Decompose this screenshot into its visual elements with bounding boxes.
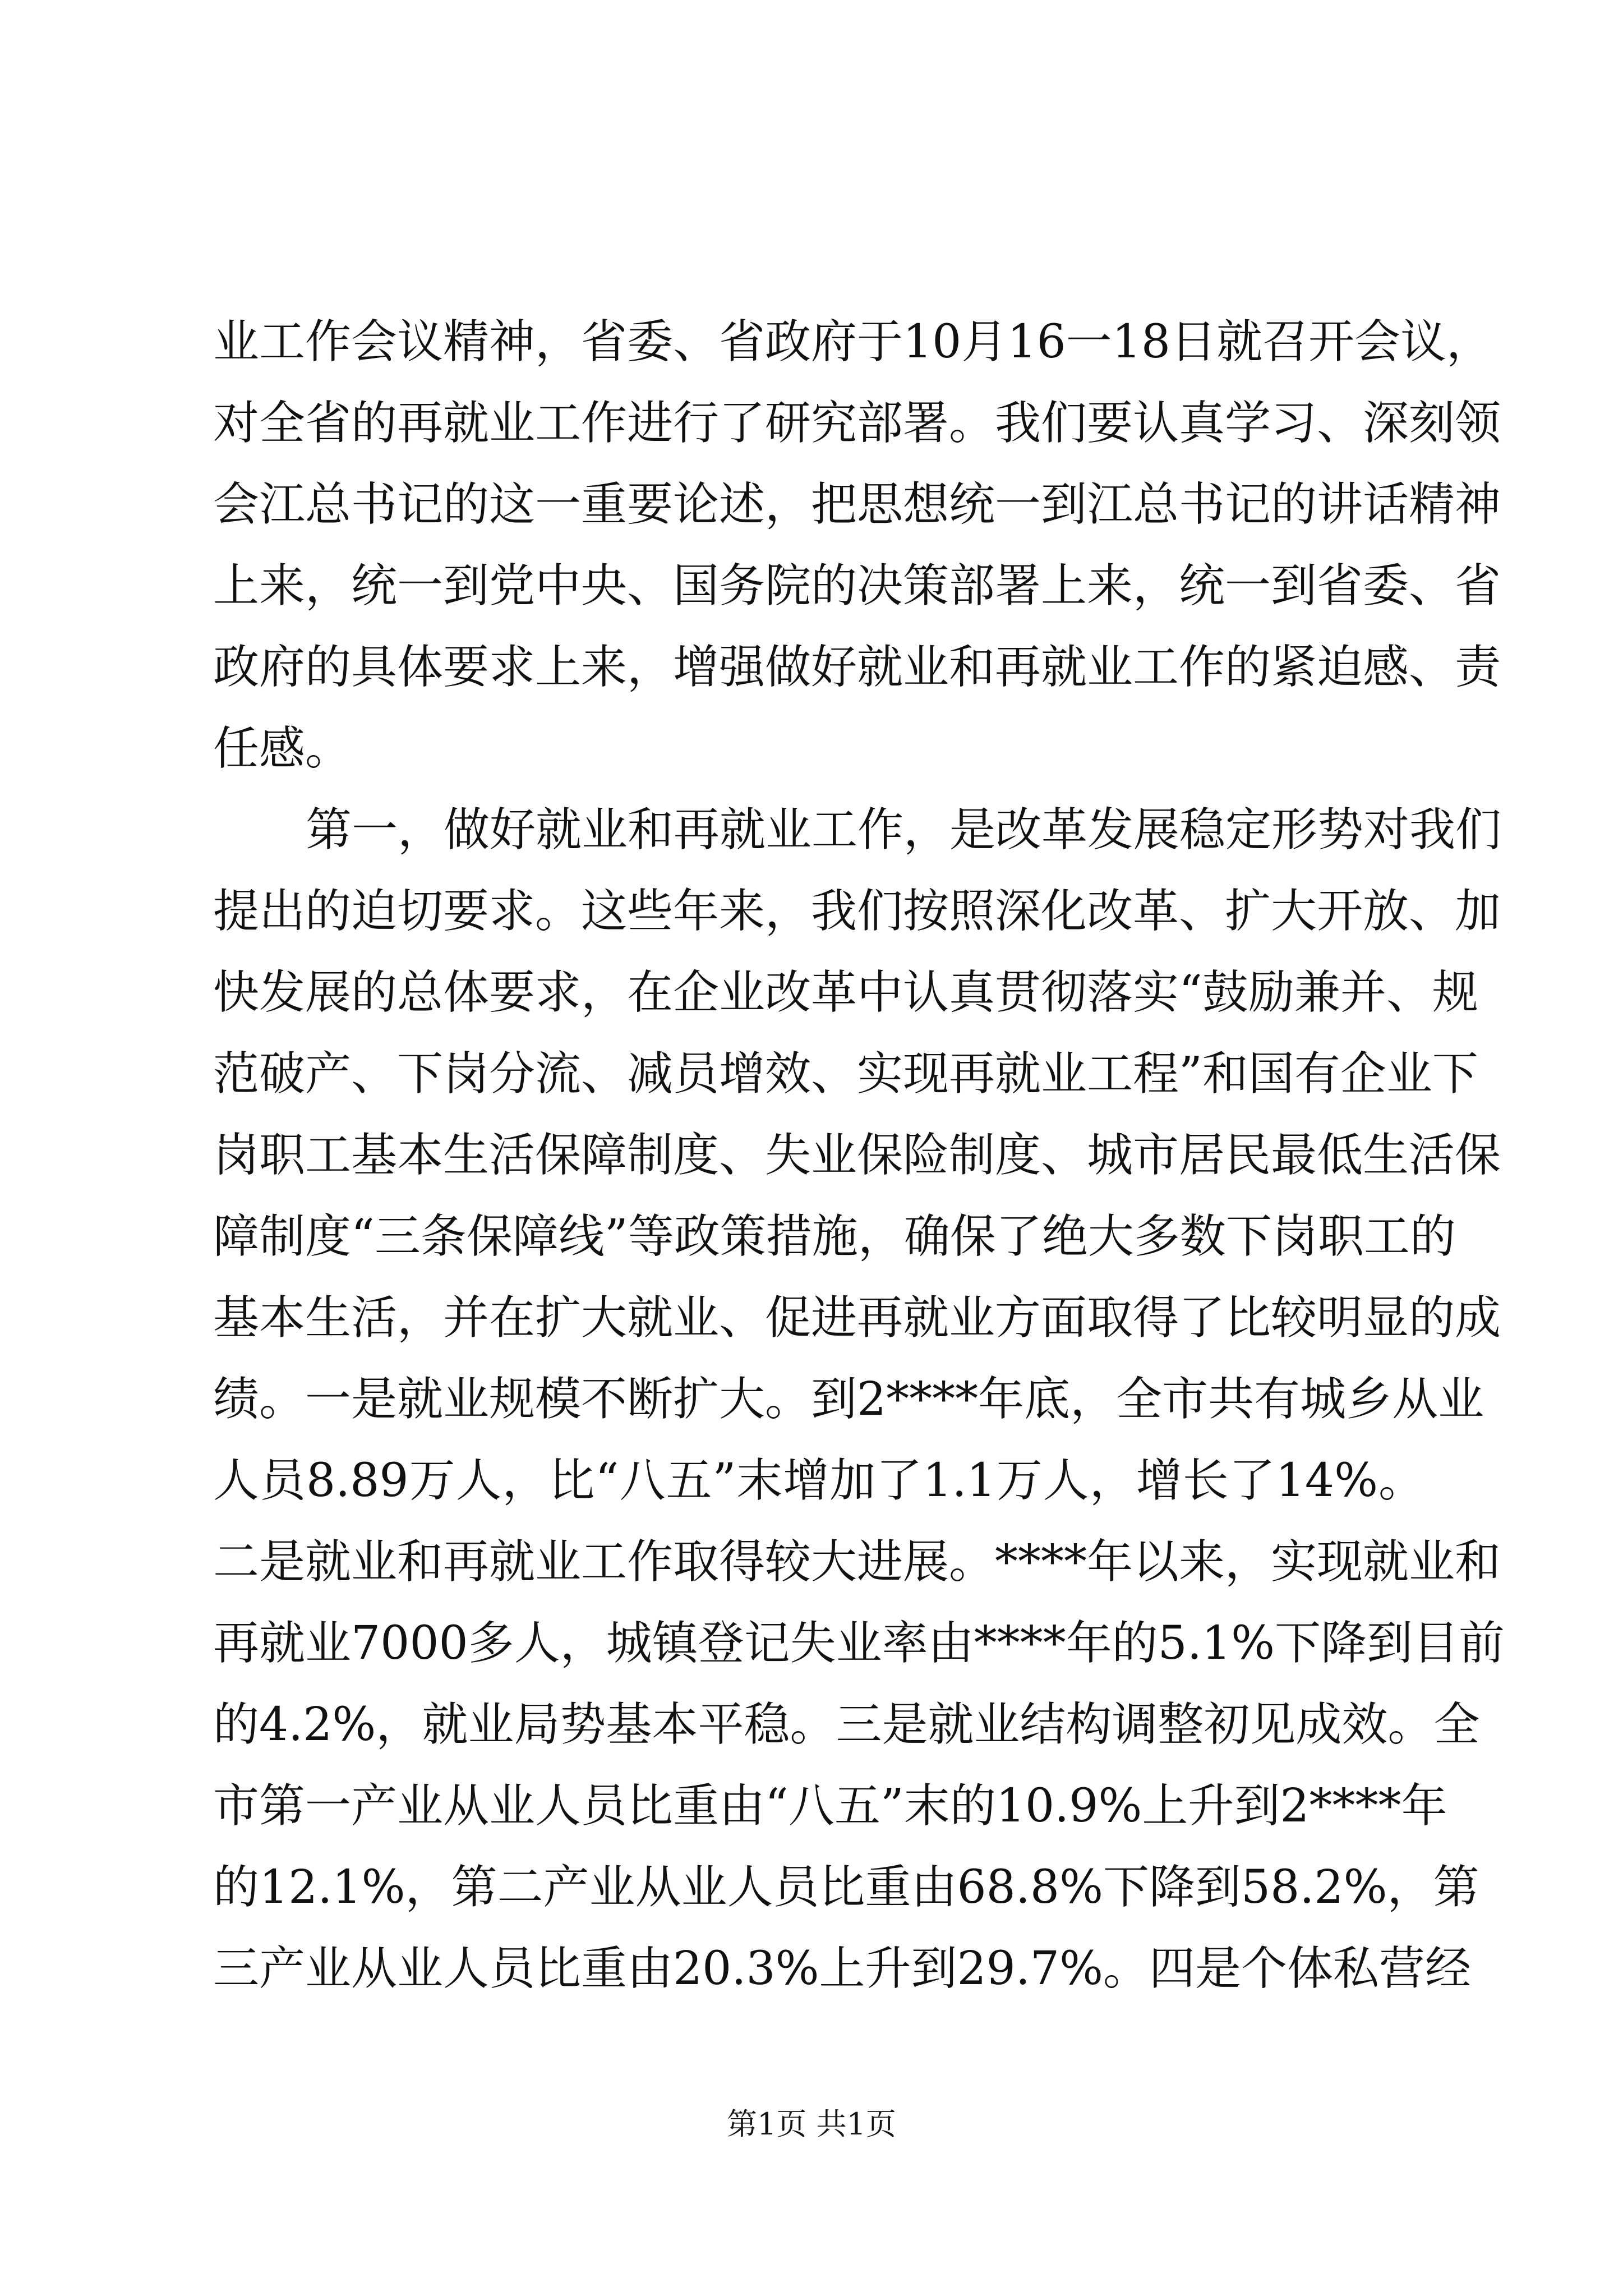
text-line-6: 任感。 [213,722,352,775]
paragraph-2-line-14: 的12.1%，第二产业从业人员比重由68.8%下降到58.2%，第 [213,1861,1479,1914]
text-line-1: 业工作会议精神，省委、省政府于10月16一18日就召开会议， [213,315,1493,369]
paragraph-2-line-5: 岗职工基本生活保障制度、失业保险制度、城市居民最低生活保 [213,1129,1501,1182]
text-line-3: 会江总书记的这一重要论述，把思想统一到江总书记的讲话精神 [213,478,1501,531]
text-line-2: 对全省的再就业工作进行了研究部署。我们要认真学习、深刻领 [213,397,1501,450]
paragraph-2-line-10: 二是就业和再就业工作取得较大进展。****年以来，实现就业和 [213,1535,1501,1589]
paragraph-2-line-4: 范破产、下岗分流、减员增效、实现再就业工程”和国有企业下 [213,1047,1478,1101]
paragraph-2-line-15: 三产业从业人员比重由20.3%上升到29.7%。四是个体私营经 [213,1942,1471,1995]
paragraph-2-line-2: 提出的迫切要求。这些年来，我们按照深化改革、扩大开放、加 [213,885,1501,938]
text-line-5: 政府的具体要求上来，增强做好就业和再就业工作的紧迫感、责 [213,641,1501,694]
paragraph-2-line-12: 的4.2%，就业局势基本平稳。三是就业结构调整初见成效。全 [213,1698,1480,1751]
paragraph-2-line-1: 第一，做好就业和再就业工作，是改革发展稳定形势对我们 [306,803,1502,857]
text-line-4: 上来，统一到党中央、国务院的决策部署上来，统一到省委、省 [213,559,1501,613]
paragraph-2-line-3: 快发展的总体要求，在企业改革中认真贯彻落实“鼓励兼并、规 [213,966,1478,1019]
paragraph-2-line-9: 人员8.89万人，比“八五”末增加了1.1万人，增长了14%。 [213,1454,1424,1507]
paragraph-2-line-11: 再就业7000多人，城镇登记失业率由****年的5.1%下降到目前 [213,1617,1505,1670]
paragraph-2-line-6: 障制度“三条保障线”等政策措施，确保了绝大多数下岗职工的 [213,1210,1456,1263]
paragraph-2-line-8: 绩。一是就业规模不断扩大。到2****年底，全市共有城乡从业 [213,1373,1484,1426]
paragraph-2-line-13: 市第一产业从业人员比重由“八五”末的10.9%上升到2****年 [213,1779,1447,1833]
page-footer: 第1页 共1页 [727,2106,896,2142]
paragraph-2-line-7: 基本生活，并在扩大就业、促进再就业方面取得了比较明显的成 [213,1291,1501,1345]
